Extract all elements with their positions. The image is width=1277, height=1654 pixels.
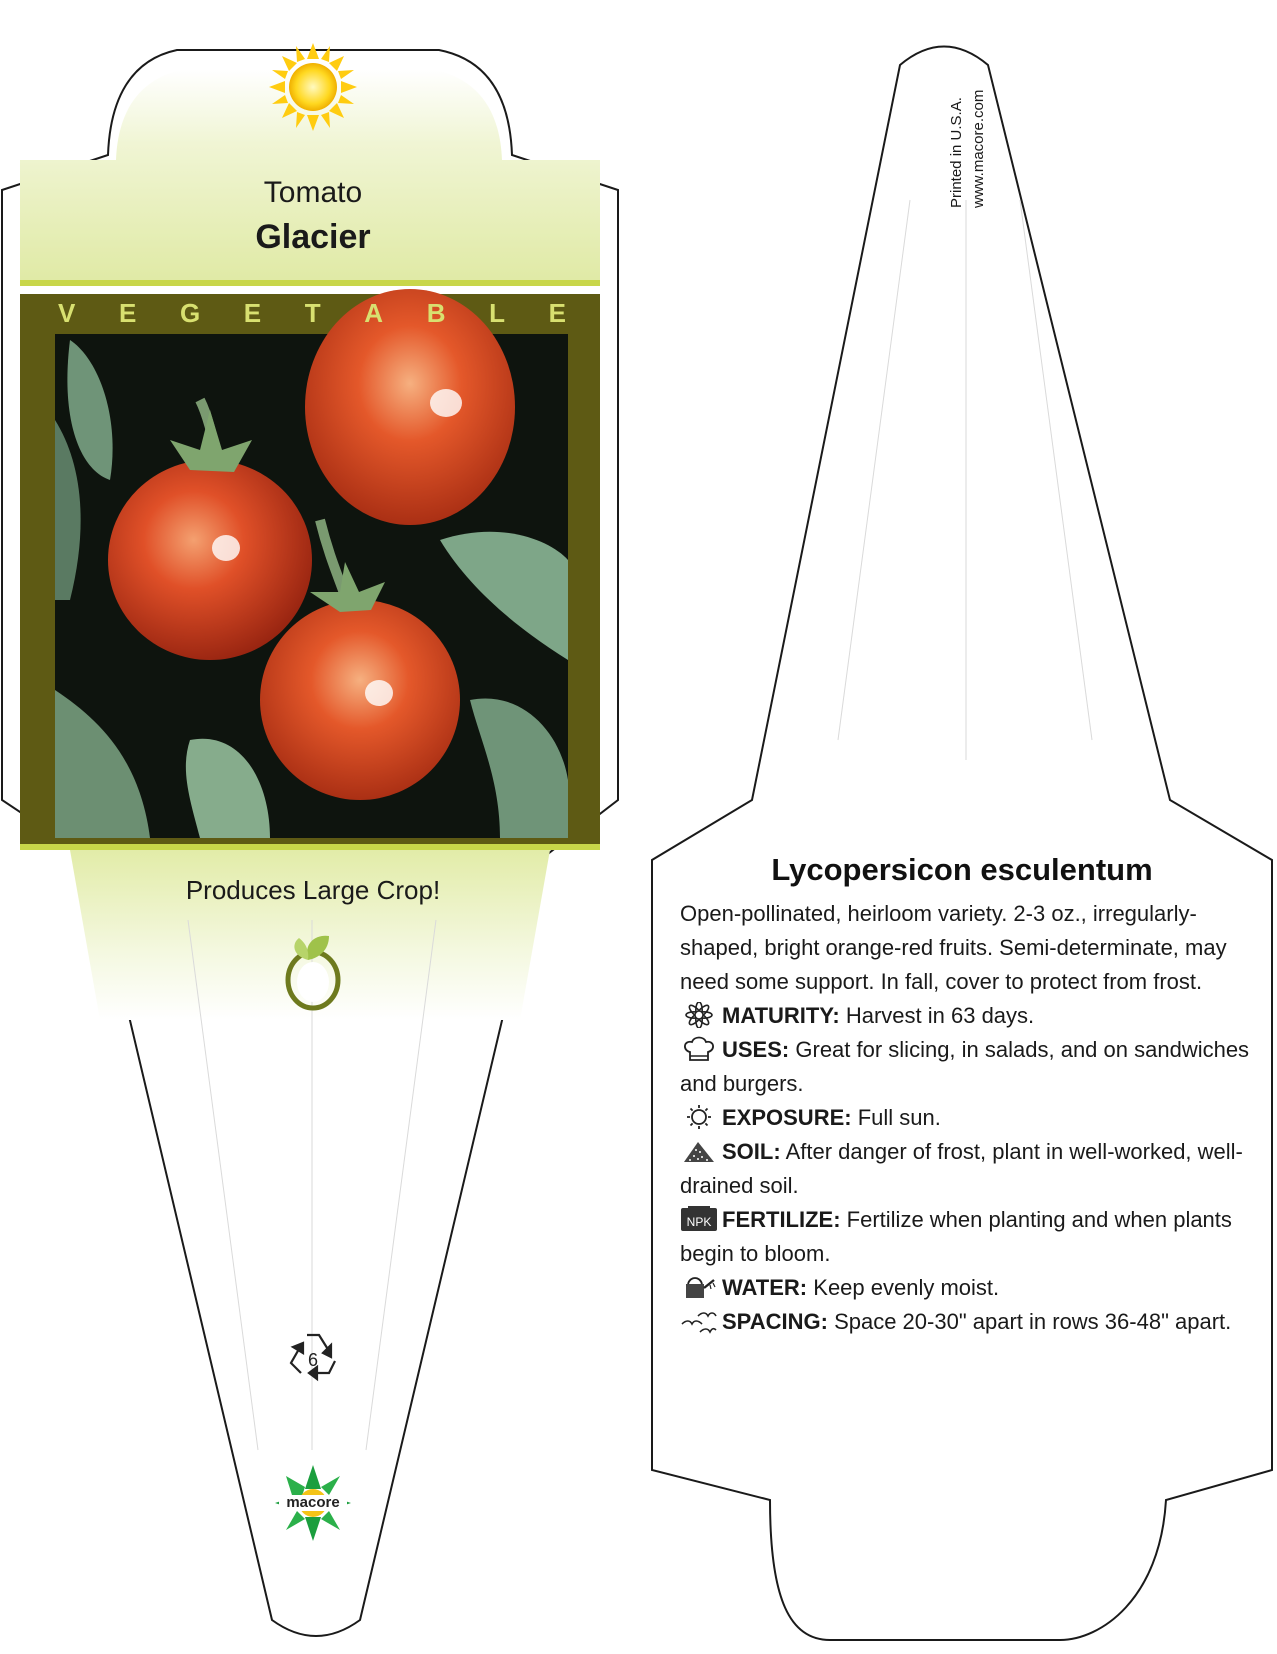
care-row-water xyxy=(680,1271,1254,1305)
care-text: Harvest in 63 days. xyxy=(845,1003,1035,1028)
care-row-spacing xyxy=(680,1305,1254,1339)
website-line: www.macore.com xyxy=(970,89,987,208)
accent-line xyxy=(20,280,600,286)
care-label: FERTILIZE: xyxy=(722,1207,841,1232)
back-tag-outline xyxy=(652,47,1272,1641)
sun-outline-icon xyxy=(680,1104,718,1130)
category-letter: V xyxy=(58,298,76,328)
soil-icon xyxy=(680,1138,718,1164)
spacing-icon xyxy=(680,1308,718,1334)
watering-can-icon xyxy=(680,1274,718,1300)
care-label: MATURITY: xyxy=(722,1003,840,1028)
printed-line: Printed in U.S.A. xyxy=(948,97,965,208)
care-row-fertilize xyxy=(680,1203,1254,1271)
npk-icon-text: NPK xyxy=(686,1215,712,1229)
category-letter: E xyxy=(548,298,566,328)
care-row-soil xyxy=(680,1135,1254,1203)
care-text: Fertilize when planting and when plants begin to bloom. xyxy=(680,1207,1232,1266)
care-text: Keep evenly moist. xyxy=(813,1275,1000,1300)
care-row-uses xyxy=(680,1033,1254,1101)
care-row-maturity xyxy=(680,999,1254,1033)
category-letter: B xyxy=(426,298,446,328)
care-label: USES: xyxy=(722,1037,790,1062)
variety-name: Glacier xyxy=(255,218,371,256)
care-text: Great for slicing, in salads, and on sandwiches and burgers. xyxy=(680,1037,1250,1096)
care-row-exposure xyxy=(680,1101,1254,1135)
care-label: SPACING: xyxy=(722,1309,828,1334)
category-letter: E xyxy=(243,298,262,328)
care-text: After danger of frost, plant in well-worked, well-drained soil. xyxy=(680,1139,1243,1198)
recycle-code: 6 xyxy=(307,1350,318,1370)
category-letter: A xyxy=(364,298,384,328)
category-label xyxy=(58,298,566,329)
tomato-photo xyxy=(55,289,568,838)
latin-name: Lycopersicon esculentum xyxy=(771,852,1153,887)
care-text: Space 20-30" apart in rows 36-48" apart. xyxy=(834,1309,1232,1334)
care-text: Full sun. xyxy=(857,1105,941,1130)
accent-line-lower xyxy=(20,844,600,850)
care-label: EXPOSURE: xyxy=(722,1105,852,1130)
common-name: Tomato xyxy=(263,176,363,209)
category-letter: L xyxy=(489,298,505,328)
sun-icon xyxy=(269,43,357,131)
category-letter: G xyxy=(179,298,201,328)
brand-logo-text: macore xyxy=(286,1494,340,1511)
tagline: Produces Large Crop! xyxy=(185,875,441,905)
description-text: Open-pollinated, heirloom variety. 2-3 oz., irregularly-shaped, bright orange-red fruits. Semi-determinate, may need some support. In fall, cover to protect from frost. xyxy=(680,901,1227,994)
daisy-icon xyxy=(680,1002,718,1028)
npk-icon xyxy=(680,1206,718,1232)
care-description xyxy=(680,897,1254,1339)
care-label: SOIL: xyxy=(722,1139,781,1164)
category-letter: T xyxy=(304,298,321,328)
category-letter: E xyxy=(118,298,137,328)
care-label: WATER: xyxy=(722,1275,808,1300)
chef-hat-icon xyxy=(680,1036,718,1062)
printed-in-note xyxy=(946,90,990,208)
